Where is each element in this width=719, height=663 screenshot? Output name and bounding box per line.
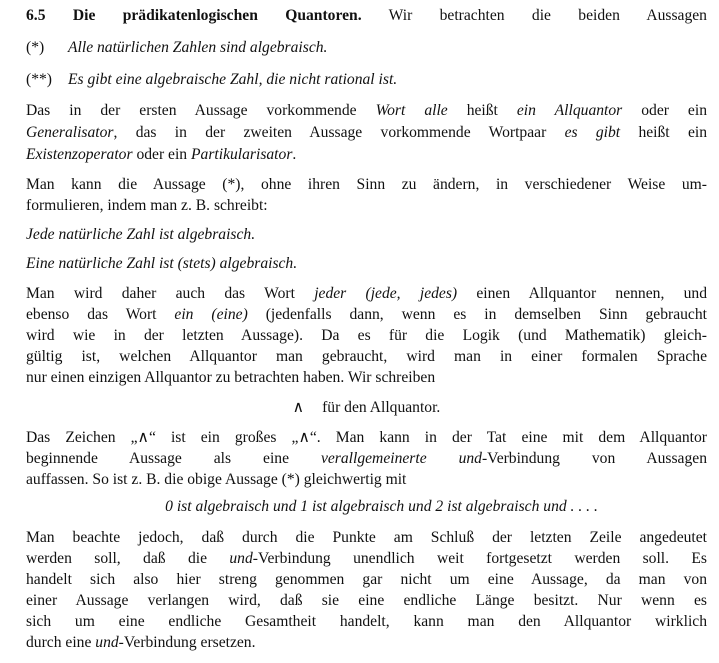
p1-line-2 <box>26 123 707 142</box>
p2-line-2: formulieren, indem man z. B. schreibt: <box>26 197 268 214</box>
p3-line-2 <box>26 305 707 324</box>
text-run: ein Allquantor <box>516 102 623 119</box>
p3-line-4: gültig ist, welchen Allquantor man gebraucht, wird man in einer formalen Sprache <box>26 348 707 365</box>
section-title: Die prädikatenlogischen Quantoren. <box>72 7 362 24</box>
text-run: einen Allquantor nennen, und <box>457 285 708 302</box>
formula-line: 0 ist algebraisch und 1 ist algebraisch und 2 ist algebraisch und . . . . <box>165 498 598 515</box>
p5-line-6 <box>26 633 707 652</box>
p5-line-2 <box>26 549 707 568</box>
text-run: . <box>292 146 297 163</box>
text-run: jeder (jede, jedes) <box>314 285 458 302</box>
text-run: durch eine <box>26 634 96 651</box>
p1-line-1 <box>26 101 707 120</box>
p3-line-3: wird wie in der letzten Aussage). Da es für die Logik (und Mathematik) gleich- <box>26 327 707 344</box>
text-run: Wort alle <box>375 102 448 119</box>
p1-line-3 <box>26 145 707 164</box>
text-run: Existenzoperator <box>26 146 133 163</box>
text-run: es gibt <box>564 124 621 141</box>
text-run: werden soll, daß die <box>26 550 230 567</box>
p5-line-4: einer Aussage verlangen wird, daß sie eine endliche Länge besitzt. Nur wenn es <box>26 592 707 609</box>
text-run: beginnende Aussage als eine <box>26 450 321 467</box>
statement-2-text: Es gibt eine algebraische Zahl, die nicht rational ist. <box>68 71 398 88</box>
p4-line-1: Das Zeichen „∧“ ist ein großes „∧“. Man kann in der Tat eine mit dem Allquantor <box>26 429 707 446</box>
p2-line-1: Man kann die Aussage (*), ohne ihren Sinn zu ändern, in verschiedener Weise um- <box>26 176 707 193</box>
text-run: und <box>229 550 253 567</box>
p4-line-2 <box>26 449 707 468</box>
text-run: Man wird daher auch das Wort <box>26 285 315 302</box>
text-run: (jedenfalls dann, wenn es in demselben Sinn gebraucht <box>247 306 707 323</box>
text-run: Das in der ersten Aussage vorkommende <box>26 102 376 119</box>
text-run: , das in der zweiten Aussage vorkommende Wortpaar <box>113 124 565 141</box>
text-run: oder ein <box>132 146 192 163</box>
text-run: und <box>95 634 119 651</box>
text-run: oder ein <box>622 102 707 119</box>
quantor-label: für den Allquantor. <box>322 399 441 416</box>
section-intro: Wir betrachten die beiden Aussagen <box>388 7 707 24</box>
allquantor-symbol: ∧ <box>292 399 305 416</box>
statement-2 <box>26 70 707 89</box>
text-run: ebenso das Wort <box>26 306 175 323</box>
p3-line-5: nur einen einzigen Allquantor zu betrachten haben. Wir schreiben <box>26 369 436 386</box>
text-run: Generalisator <box>26 124 114 141</box>
text-run: heißt ein <box>620 124 707 141</box>
statement-2-label: (**) <box>26 71 52 88</box>
text-run: verallgemeinerte und <box>320 450 482 467</box>
statement-1-label: (*) <box>26 39 45 56</box>
statement-1 <box>26 38 707 57</box>
p5-line-5: sich um eine endliche Gesamtheit handelt, kann man den Allquantor wirklich <box>26 613 707 630</box>
p5-line-3: handelt sich also hier streng genommen gar nicht um eine Aussage, da man von <box>26 571 707 588</box>
text-run: -Verbindung von Aussagen <box>481 450 707 467</box>
quantor-line <box>26 398 707 417</box>
p4-line-3: auffassen. So ist z. B. die obige Aussage (*) gleichwertig mit <box>26 471 407 488</box>
p5-line-1: Man beachte jedoch, daß durch die Punkte am Schluß der letzten Zeile angedeutet <box>26 529 707 546</box>
section-number: 6.5 <box>26 7 46 24</box>
statement-1-text: Alle natürlichen Zahlen sind algebraisch. <box>68 39 328 56</box>
p3-line-1 <box>26 284 707 303</box>
text-run: Partikularisator <box>191 146 293 163</box>
text-run: heißt <box>447 102 517 119</box>
text-run: ein (eine) <box>174 306 248 323</box>
text-run: -Verbindung unendlich weit fortgesetzt werden soll. Es <box>252 550 708 567</box>
text-run: -Verbindung ersetzen. <box>118 634 256 651</box>
example-1: Jede natürliche Zahl ist algebraisch. <box>26 226 256 243</box>
section-heading <box>26 6 707 25</box>
example-2: Eine natürliche Zahl ist (stets) algebraisch. <box>26 255 298 272</box>
